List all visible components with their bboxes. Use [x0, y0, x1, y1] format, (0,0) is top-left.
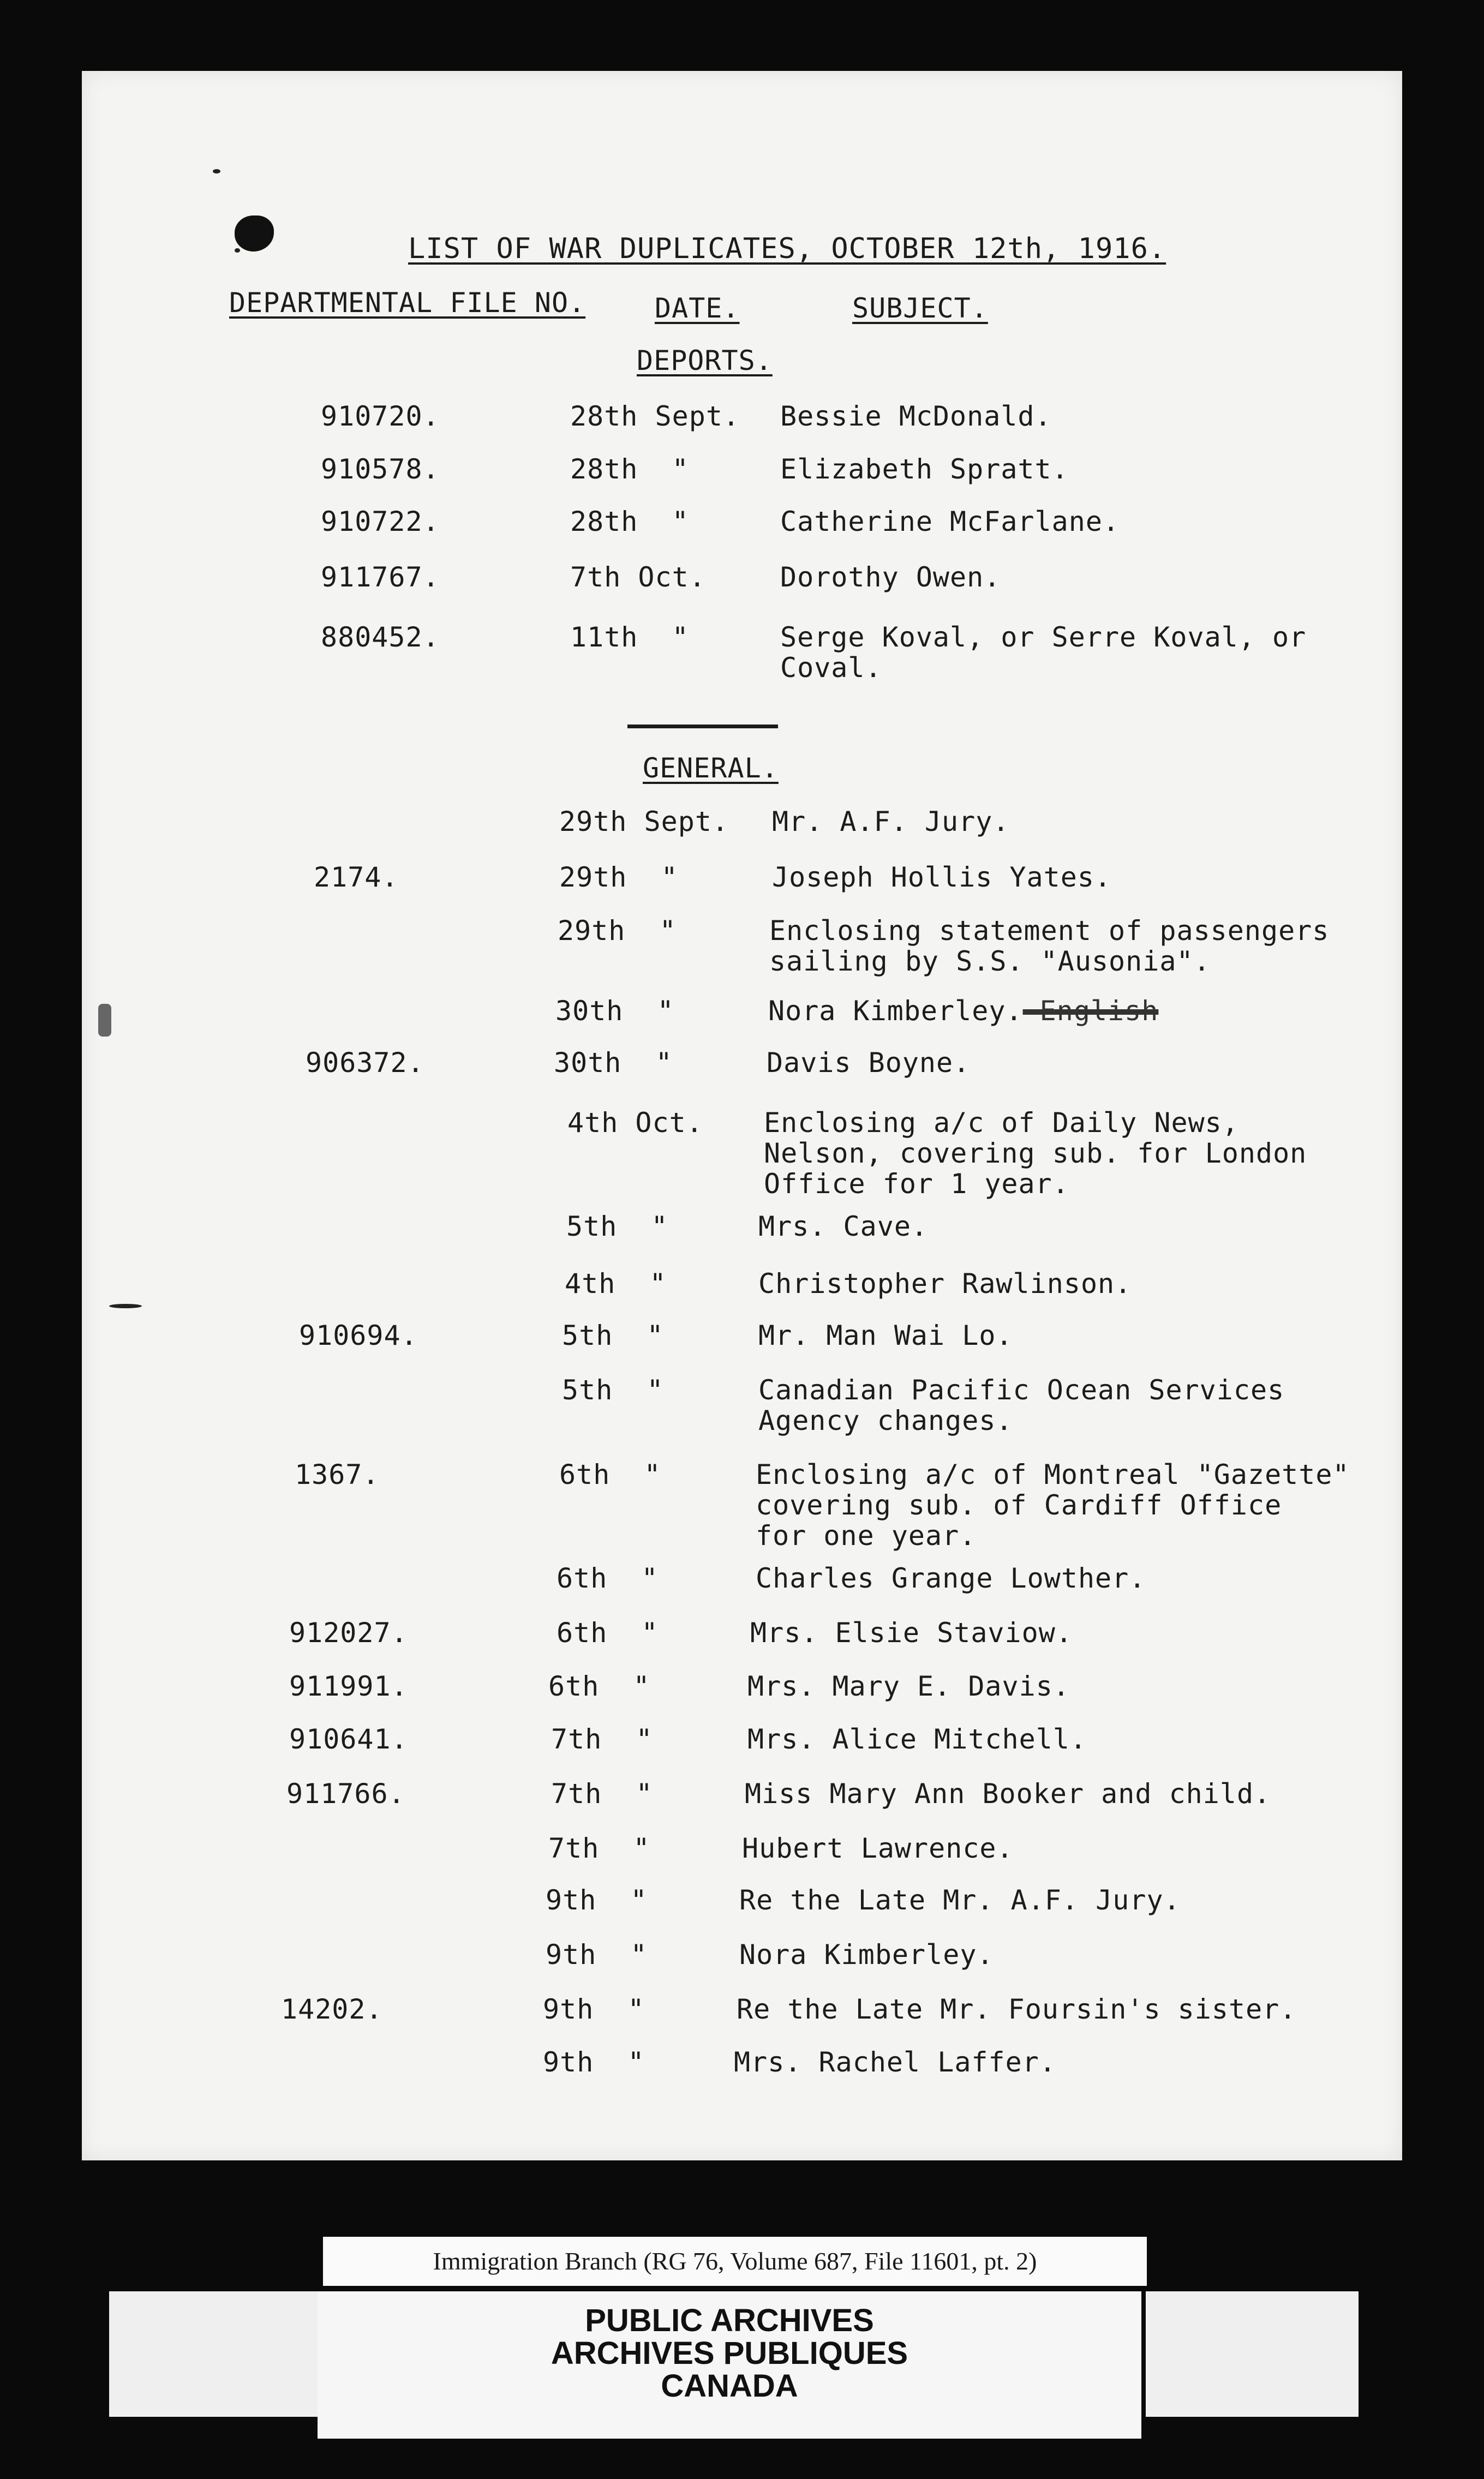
archive-stamp [318, 2291, 1141, 2439]
entry-file-no: 910578. [321, 453, 440, 485]
entry-subject: Mrs. Mary E. Davis. [747, 1670, 1070, 1702]
entry-subject: Serge Koval, or Serre Koval, or Coval. [780, 621, 1307, 684]
entry-subject: Canadian Pacific Ocean Services Agency changes. [758, 1374, 1285, 1436]
entry-date: 5th " [566, 1211, 668, 1242]
speck [98, 1004, 111, 1037]
entry-subject: Charles Grange Lowther. [756, 1562, 1146, 1594]
entry-subject: Elizabeth Spratt. [780, 453, 1069, 485]
header-subject: SUBJECT. [852, 292, 988, 324]
entry-file-no: 14202. [281, 1993, 383, 2025]
entry-date: 7th Oct. [570, 561, 706, 593]
label-backing-right [1146, 2291, 1359, 2417]
entry-date: 6th " [548, 1670, 650, 1702]
archive-line-3: CANADA [661, 2368, 798, 2404]
entry-date: 6th " [556, 1562, 659, 1594]
entry-date: 6th " [556, 1617, 659, 1649]
entry-date: 5th " [562, 1320, 664, 1351]
entry-date: 9th " [543, 2046, 645, 2078]
entry-date: 28th Sept. [570, 400, 740, 432]
entry-subject: Miss Mary Ann Booker and child. [745, 1778, 1271, 1810]
entry-file-no: 1367. [295, 1459, 380, 1490]
entry-date: 28th " [570, 506, 689, 537]
entry-file-no: 911991. [289, 1670, 408, 1702]
entry-subject: Enclosing a/c of Daily News, Nelson, covering sub. for London Office for 1 year. [764, 1107, 1307, 1200]
entry-date: 30th " [555, 995, 674, 1027]
entry-subject: Enclosing statement of passengers sailing by S.S. "Ausonia". [769, 915, 1330, 977]
entry-subject: Joseph Hollis Yates. [772, 861, 1112, 893]
entry-date: 9th " [543, 1993, 645, 2025]
entry-date: 30th " [554, 1047, 673, 1079]
entry-file-no: 910694. [299, 1320, 418, 1351]
speck [235, 248, 240, 253]
entry-subject: Enclosing a/c of Montreal "Gazette" covering sub. of Cardiff Office for one year. [756, 1459, 1350, 1552]
entry-date: 7th " [551, 1778, 653, 1810]
entry-subject: Bessie McDonald. [780, 400, 1052, 432]
entry-date: 7th " [548, 1833, 650, 1864]
section-divider [627, 724, 778, 728]
entry-date: 7th " [551, 1723, 653, 1755]
entry-subject: Nora Kimberley. [739, 1939, 994, 1971]
entry-subject: Mrs. Elsie Staviow. [750, 1617, 1073, 1649]
archive-line-1: PUBLIC ARCHIVES [585, 2303, 874, 2338]
entry-subject: Mrs. Cave. [758, 1211, 929, 1242]
entry-file-no: 910720. [321, 400, 440, 432]
entry-subject: Re the Late Mr. Foursin's sister. [737, 1993, 1297, 2025]
entry-date: 5th " [562, 1374, 664, 1406]
entry-subject: Nora Kimberley. English [768, 995, 1159, 1027]
entry-file-no: 906372. [306, 1047, 424, 1079]
entry-file-no: 910641. [289, 1723, 408, 1755]
entry-file-no: 910722. [321, 506, 440, 537]
entry-date: 4th " [565, 1268, 667, 1300]
entry-subject: Re the Late Mr. A.F. Jury. [739, 1884, 1181, 1916]
speck [109, 1304, 142, 1308]
section-general-heading: GENERAL. [643, 752, 779, 784]
entry-date: 29th " [558, 915, 677, 947]
entry-date: 9th " [546, 1884, 648, 1916]
entry-subject: Mrs. Alice Mitchell. [747, 1723, 1087, 1755]
entry-file-no: 880452. [321, 621, 440, 653]
header-date: DATE. [655, 292, 740, 324]
entry-file-no: 911767. [321, 561, 440, 593]
entry-file-no: 2174. [314, 861, 399, 893]
struck-out-word: English [1022, 995, 1159, 1027]
entry-date: 4th Oct. [567, 1107, 703, 1139]
entry-subject: Catherine McFarlane. [780, 506, 1120, 537]
entry-subject: Dorothy Owen. [780, 561, 1001, 593]
entry-subject: Mrs. Rachel Laffer. [734, 2046, 1056, 2078]
entry-subject: Hubert Lawrence. [742, 1833, 1014, 1864]
header-file-no: DEPARTMENTAL FILE NO. [229, 287, 586, 319]
archive-reference: Immigration Branch (RG 76, Volume 687, File 11601, pt. 2) [323, 2237, 1147, 2286]
document-title: LIST OF WAR DUPLICATES, OCTOBER 12th, 1916. [408, 232, 1166, 265]
entry-date: 6th " [559, 1459, 661, 1490]
entry-subject: Christopher Rawlinson. [758, 1268, 1132, 1300]
entry-file-no: 911766. [286, 1778, 405, 1810]
entry-date: 28th " [570, 453, 689, 485]
section-deports-heading: DEPORTS. [637, 345, 773, 376]
entry-subject: Mr. Man Wai Lo. [758, 1320, 1013, 1351]
entry-file-no: 912027. [289, 1617, 408, 1649]
entry-subject: Davis Boyne. [767, 1047, 971, 1079]
entry-subject: Mr. A.F. Jury. [772, 806, 1010, 837]
entry-date: 29th Sept. [559, 806, 729, 837]
entry-date: 11th " [570, 621, 689, 653]
label-backing-left [109, 2291, 327, 2417]
archive-line-2: ARCHIVES PUBLIQUES [550, 2336, 908, 2371]
entry-date: 29th " [559, 861, 678, 893]
speck [213, 169, 220, 173]
entry-date: 9th " [546, 1939, 648, 1971]
